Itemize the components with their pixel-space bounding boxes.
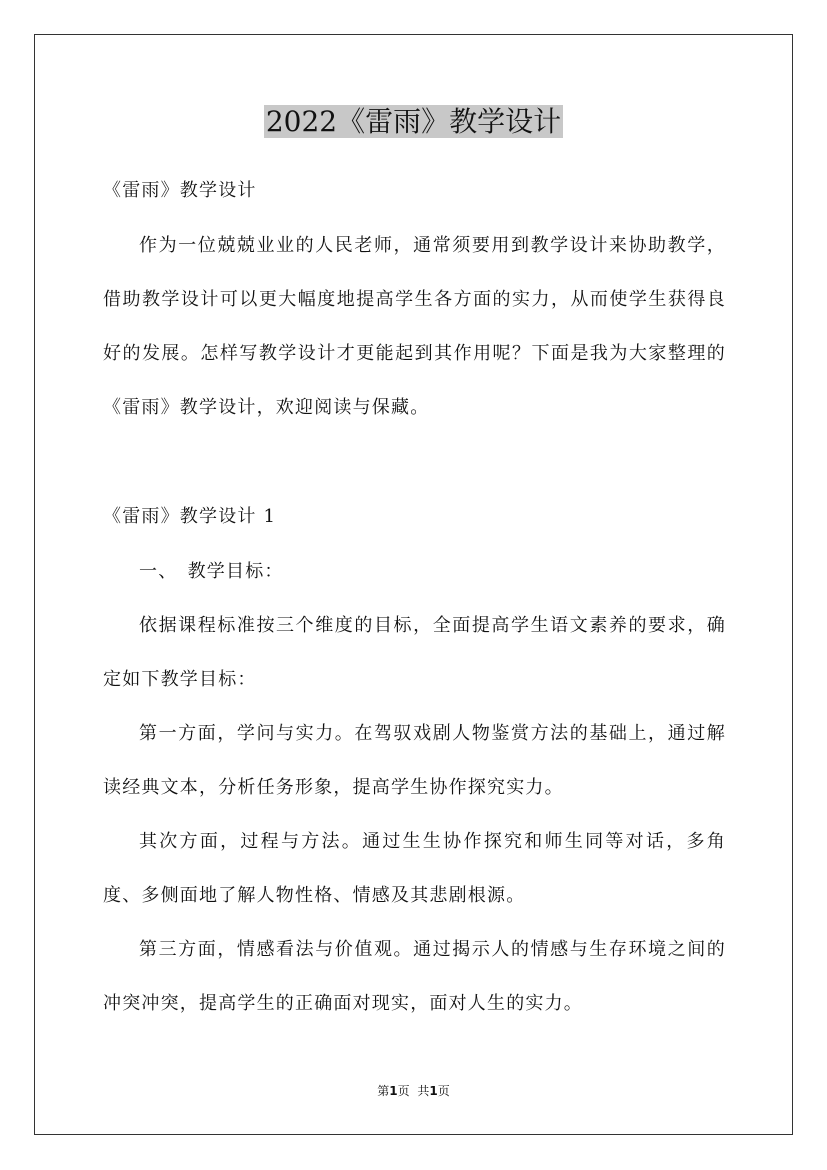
paragraph-2: 第一方面，学问与实力。在驾驭戏剧人物鉴赏方法的基础上，通过解读经典文本，分析任务形象，提高学生协作探究实力。 <box>103 723 726 798</box>
footer-page-number: 1 <box>389 1084 398 1098</box>
paragraph-3: 其次方面，过程与方法。通过生生协作探究和师生同等对话，多角度、多侧面地了解人物性格、情感及其悲剧根源。 <box>103 831 726 906</box>
footer-total-number: 1 <box>429 1084 438 1098</box>
footer-page-suffix: 页 <box>397 1084 410 1098</box>
footer-page-prefix: 第 <box>377 1084 390 1098</box>
paragraph-4: 第三方面，情感看法与价值观。通过揭示人的情感与生存环境之间的冲突冲突，提高学生的正确面对现实，面对人生的实力。 <box>103 939 726 1014</box>
footer-total-prefix: 共 <box>417 1084 430 1098</box>
paragraph-1: 依据课程标准按三个维度的目标，全面提高学生语文素养的要求，确定如下教学目标： <box>103 615 726 690</box>
intro-paragraph: 作为一位兢兢业业的人民老师，通常须要用到教学设计来协助教学，借助教学设计可以更大幅度地提高学生各方面的实力，从而使学生获得良好的发展。怎样写教学设计才更能起到其作用呢？下面是我为大家整理的《雷雨》教学设计，欢迎阅读与保藏。 <box>103 235 726 418</box>
footer-total-suffix: 页 <box>437 1084 450 1098</box>
document-title: 2022《雷雨》教学设计 <box>265 105 562 138</box>
page-footer <box>0 1082 827 1099</box>
section-heading: 《雷雨》教学设计 1 <box>103 506 277 527</box>
subtitle: 《雷雨》教学设计 <box>103 180 257 201</box>
item-heading: 一、 教学目标： <box>139 561 284 582</box>
